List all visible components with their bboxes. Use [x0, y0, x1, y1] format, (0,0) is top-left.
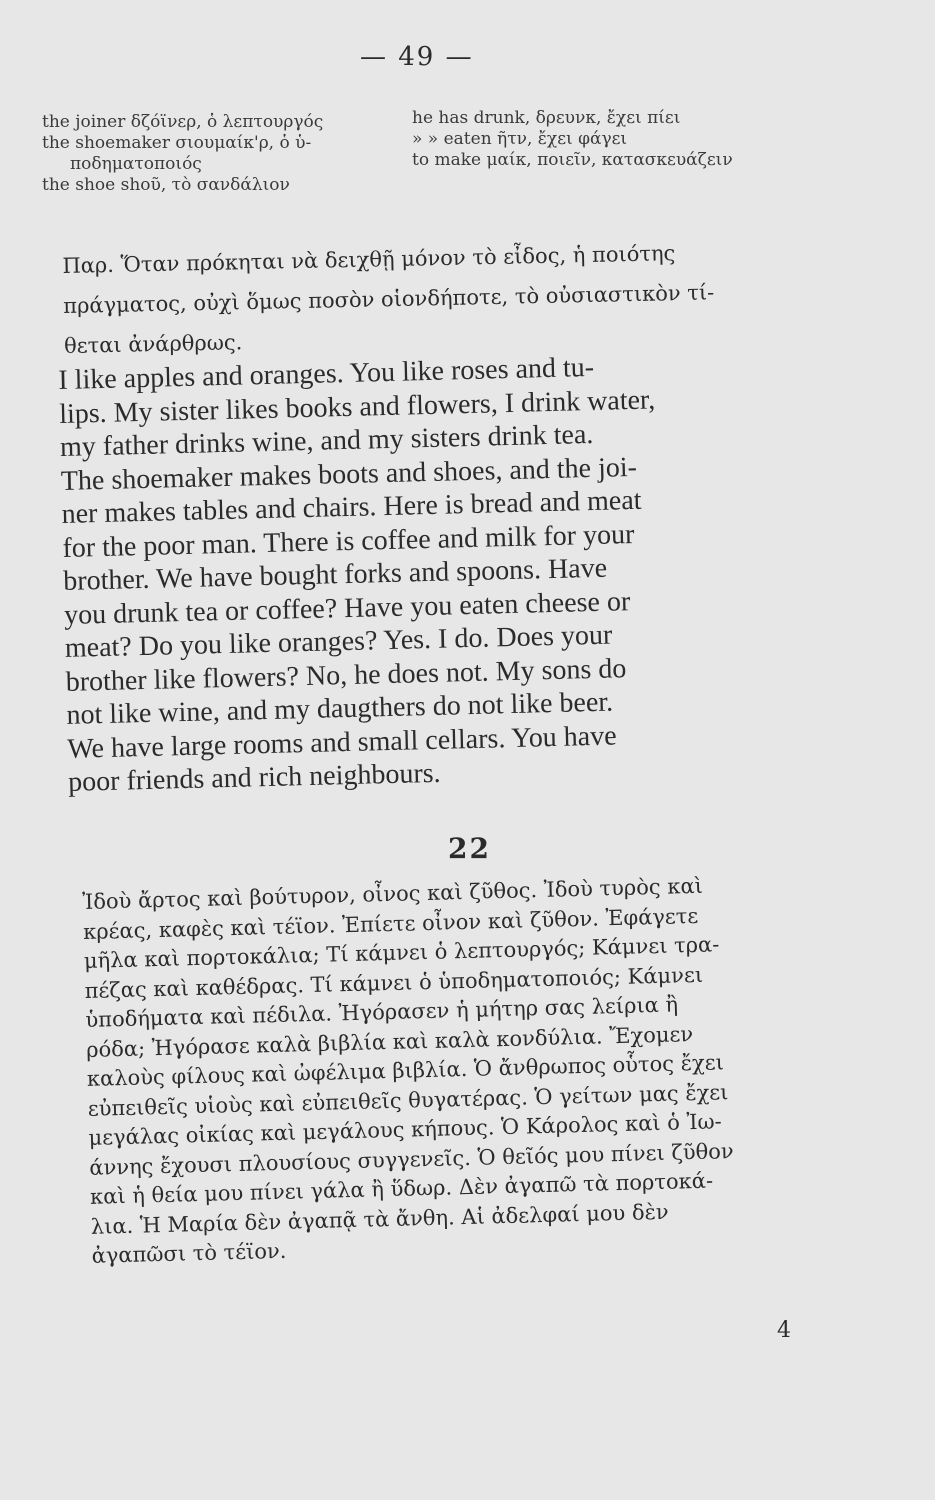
- vocabulary-entry: the shoe shoῦ, τὸ σανδάλιον: [42, 175, 290, 195]
- exercise-line: I like apples and oranges. You like roses and tu-: [58, 351, 595, 396]
- exercise-line: brother like flowers? No, he does not. My sons do: [65, 652, 627, 698]
- exercise-line: λια. Ἡ Μαρία δὲν ἀγαπᾷ τὰ ἄνθη. Αἱ ἀδελφαί μου δὲν: [90, 1199, 669, 1239]
- vocabulary-right-column: [412, 108, 733, 171]
- exercise-line: καλοὺς φίλους καὶ ὠφέλιμα βιβλία. Ὁ ἄνθρωπος οὗτος ἔχει: [86, 1050, 725, 1091]
- exercise-line: εὐπειθεῖς υἱοὺς καὶ εὐπειθεῖς θυγατέρας. Ὁ γείτων μας ἔχει: [87, 1079, 729, 1121]
- vocabulary-entry-continuation: ποδηματοποιός: [70, 154, 202, 174]
- exercise-line: ὑποδήματα καὶ πέδιλα. Ἠγόρασεν ἡ μήτηρ σας λείρια ἢ: [85, 992, 679, 1032]
- exercise-line: not like wine, and my daugthers do not like beer.: [66, 686, 614, 731]
- greek-exercise: [82, 868, 872, 1272]
- lesson-number: 22: [448, 832, 491, 865]
- note-line: πράγματος, οὐχὶ ὅμως ποσὸν οἱονδήποτε, τὸ οὐσιαστικὸν τί-: [63, 280, 715, 318]
- exercise-line: Ἰδοὺ ἄρτος καὶ βούτυρον, οἶνος καὶ ζῦθος. Ἰδοὺ τυρὸς καὶ: [82, 873, 704, 914]
- vocabulary-entry: the shoemaker σιουμαίκ'ρ, ὁ ὑ-: [42, 133, 312, 153]
- vocabulary-entry: » » eaten ῆτν, ἔχει φάγει: [412, 129, 628, 149]
- exercise-line: πέζας καὶ καθέδρας. Τί κάμνει ὁ ὑποδηματοποιός; Κάμνει: [84, 962, 704, 1003]
- vocabulary-entry: he has drunk, δρευνκ, ἔχει πίει: [412, 108, 681, 128]
- note-line: Παρ. Ὅταν πρόκηται νὰ δειχθῇ μόνον τὸ εἶδος, ἡ ποιότης: [62, 241, 676, 278]
- exercise-line: κρέας, καφὲς καὶ τέϊον. Ἐπίετε οἶνον καὶ ζῦθον. Ἐφάγετε: [82, 903, 699, 944]
- printer-signature-mark: 4: [777, 1318, 791, 1343]
- exercise-line: μεγάλας οἰκίας καὶ μεγάλους κήπους. Ὁ Κάρολος καὶ ὁ Ἰω-: [88, 1109, 723, 1150]
- exercise-line: you drunk tea or coffee? Have you eaten cheese or: [63, 585, 631, 631]
- english-exercise: [58, 345, 848, 799]
- vocabulary-entry: to make μαίκ, ποιεῖν, κατασκευάζειν: [412, 150, 733, 170]
- exercise-line: meat? Do you like oranges? Yes. I do. Does your: [64, 619, 613, 664]
- grammar-note: [62, 230, 824, 366]
- page-number: — 49 —: [360, 42, 474, 72]
- exercise-line: άννης ἔχουσι πλουσίους συγγενεῖς. Ὁ θεῖός μου πίνει ζῦθον: [89, 1138, 734, 1180]
- exercise-line: for the poor man. There is coffee and milk for your: [62, 518, 635, 564]
- exercise-line: my father drinks wine, and my sisters drink tea.: [59, 418, 594, 463]
- exercise-line: ρόδα; Ἠγόρασε καλὰ βιβλία καὶ καλὰ κονδύλια. Ἔχομεν: [85, 1021, 694, 1062]
- exercise-line: brother. We have bought forks and spoons. Have: [62, 552, 608, 597]
- vocabulary-entry: the joiner δζόϊνερ, ὁ λεπτουργός: [42, 112, 324, 132]
- exercise-line: μῆλα καὶ πορτοκάλια; Τί κάμνει ὁ λεπτουργός; Κάμνει τρα-: [83, 932, 720, 973]
- exercise-line: καὶ ἡ θεία μου πίνει γάλα ἢ ὕδωρ. Δὲν ἀγαπῶ τὰ πορτοκά-: [89, 1168, 714, 1209]
- exercise-line: ner makes tables and chairs. Here is bread and meat: [61, 484, 642, 530]
- exercise-line: lips. My sister likes books and flowers, I drink water,: [58, 383, 656, 430]
- exercise-line: The shoemaker makes boots and shoes, and the joi-: [60, 451, 638, 497]
- vocabulary-left-column: [42, 112, 323, 196]
- note-line: θεται ἀνάρθρως.: [63, 330, 243, 358]
- exercise-line: poor friends and rich neighbours.: [67, 757, 441, 798]
- exercise-line: We have large rooms and small cellars. You have: [67, 719, 617, 765]
- exercise-line: ἀγαπῶσι τὸ τέϊον.: [91, 1238, 287, 1268]
